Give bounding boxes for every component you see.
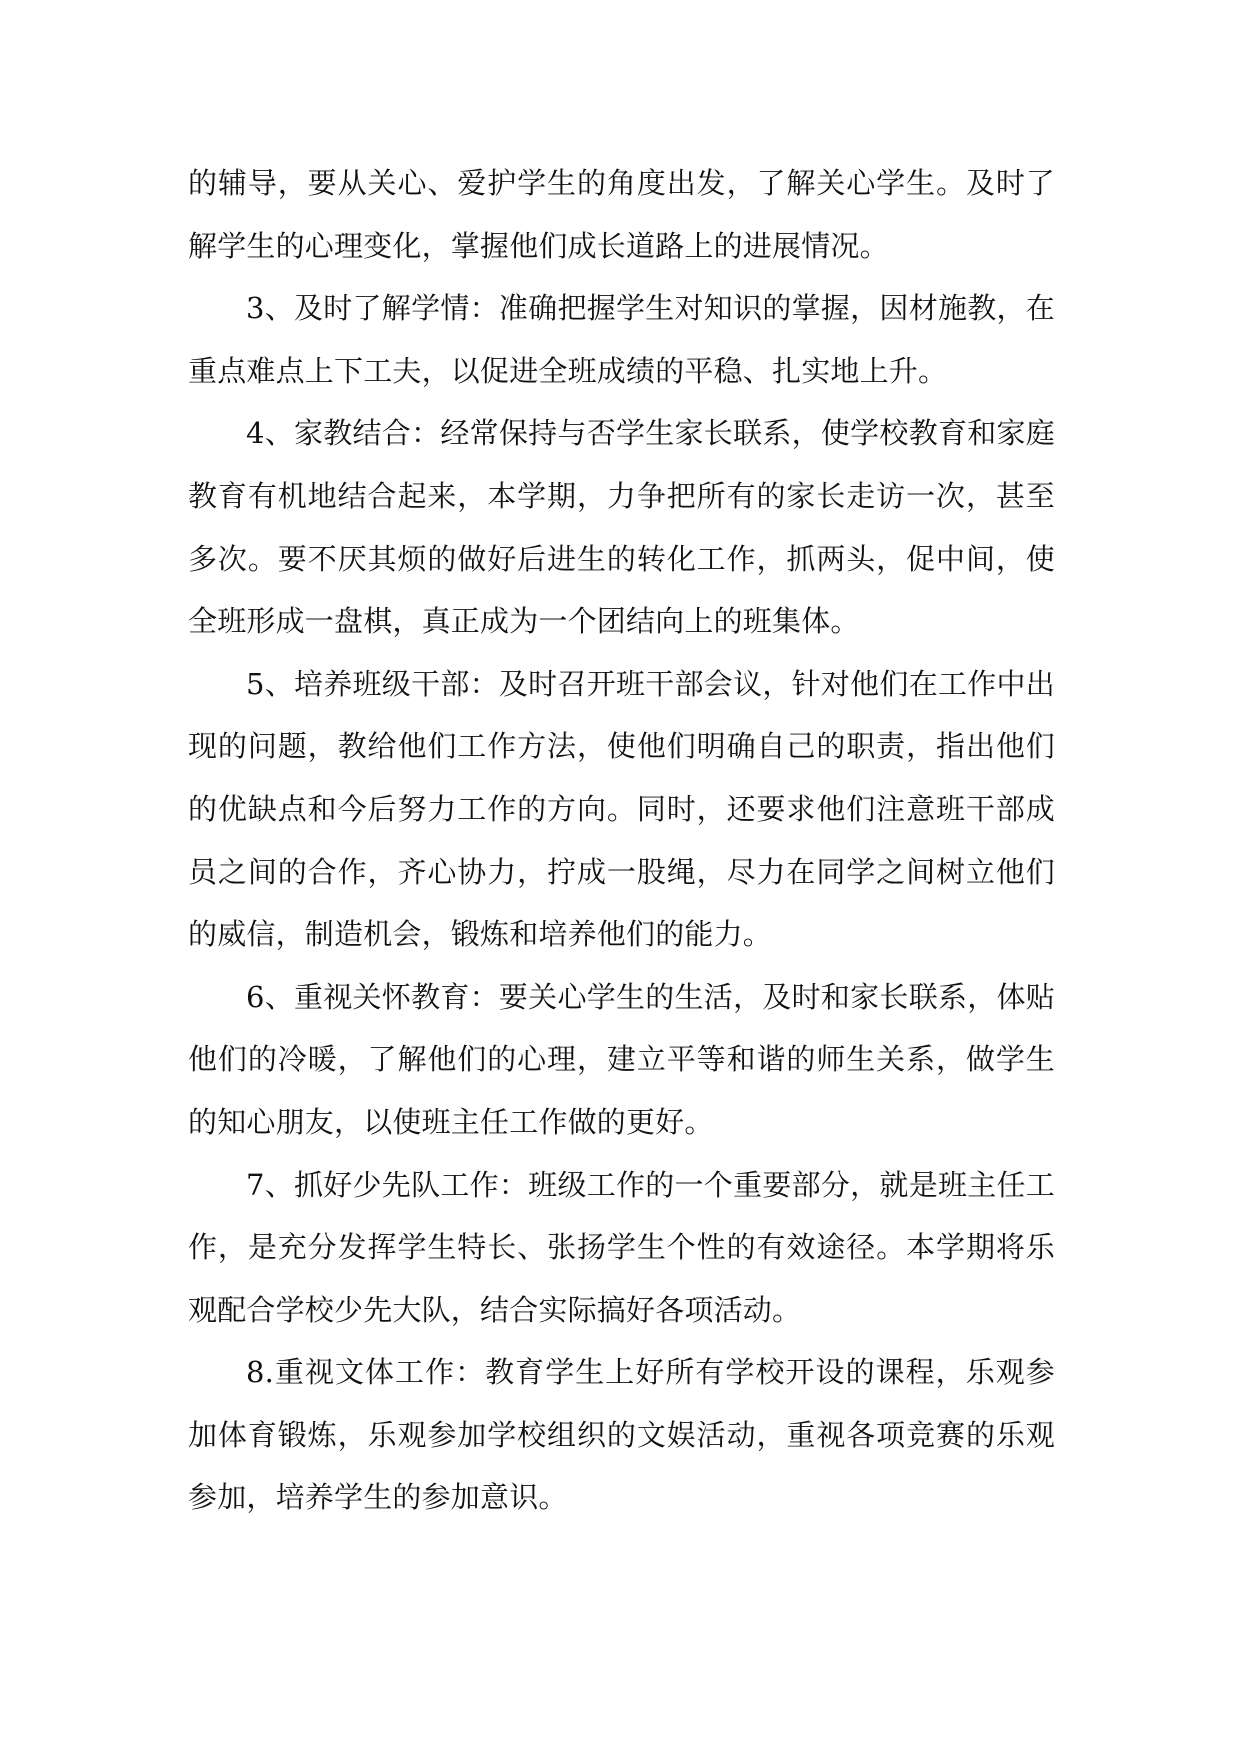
paragraph-item-5: 5、培养班级干部：及时召开班干部会议，针对他们在工作中出现的问题，教给他们工作方法，使他们明确自己的职责，指出他们的优缺点和今后努力工作的方向。同时，还要求他们注意班干部成员之间的合作，齐心协力，拧成一股绳，尽力在同学之间树立他们的威信，制造机会，锻炼和培养他们的能力。 (188, 666, 1055, 952)
paragraph-item-8: 8.重视文体工作：教育学生上好所有学校开设的课程，乐观参加体育锻炼，乐观参加学校组织的文娱活动，重视各项竞赛的乐观参加，培养学生的参加意识。 (188, 1355, 1055, 1515)
paragraph-continuation: 的辅导，要从关心、爱护学生的角度出发，了解关心学生。及时了解学生的心理变化，掌握他们成长道路上的进展情况。 (188, 166, 1055, 263)
paragraph-item-4: 4、家教结合：经常保持与否学生家长联系，使学校教育和家庭教育有机地结合起来，本学期，力争把所有的家长走访一次，甚至多次。要不厌其烦的做好后进生的转化工作，抓两头，促中间，使全班形成一盘棋，真正成为一个团结向上的班集体。 (188, 416, 1055, 639)
paragraph-item-6: 6、重视关怀教育：要关心学生的生活，及时和家长联系，体贴他们的冷暖，了解他们的心理，建立平等和谐的师生关系，做学生的知心朋友，以使班主任工作做的更好。 (188, 979, 1055, 1139)
document-body (188, 152, 1055, 1529)
paragraph-item-7: 7、抓好少先队工作：班级工作的一个重要部分，就是班主任工作，是充分发挥学生特长、张扬学生个性的有效途径。本学期将乐观配合学校少先大队，结合实际搞好各项活动。 (188, 1167, 1055, 1327)
paragraph-item-3: 3、及时了解学情：准确把握学生对知识的掌握，因材施教，在重点难点上下工夫，以促进全班成绩的平稳、扎实地上升。 (188, 291, 1055, 388)
